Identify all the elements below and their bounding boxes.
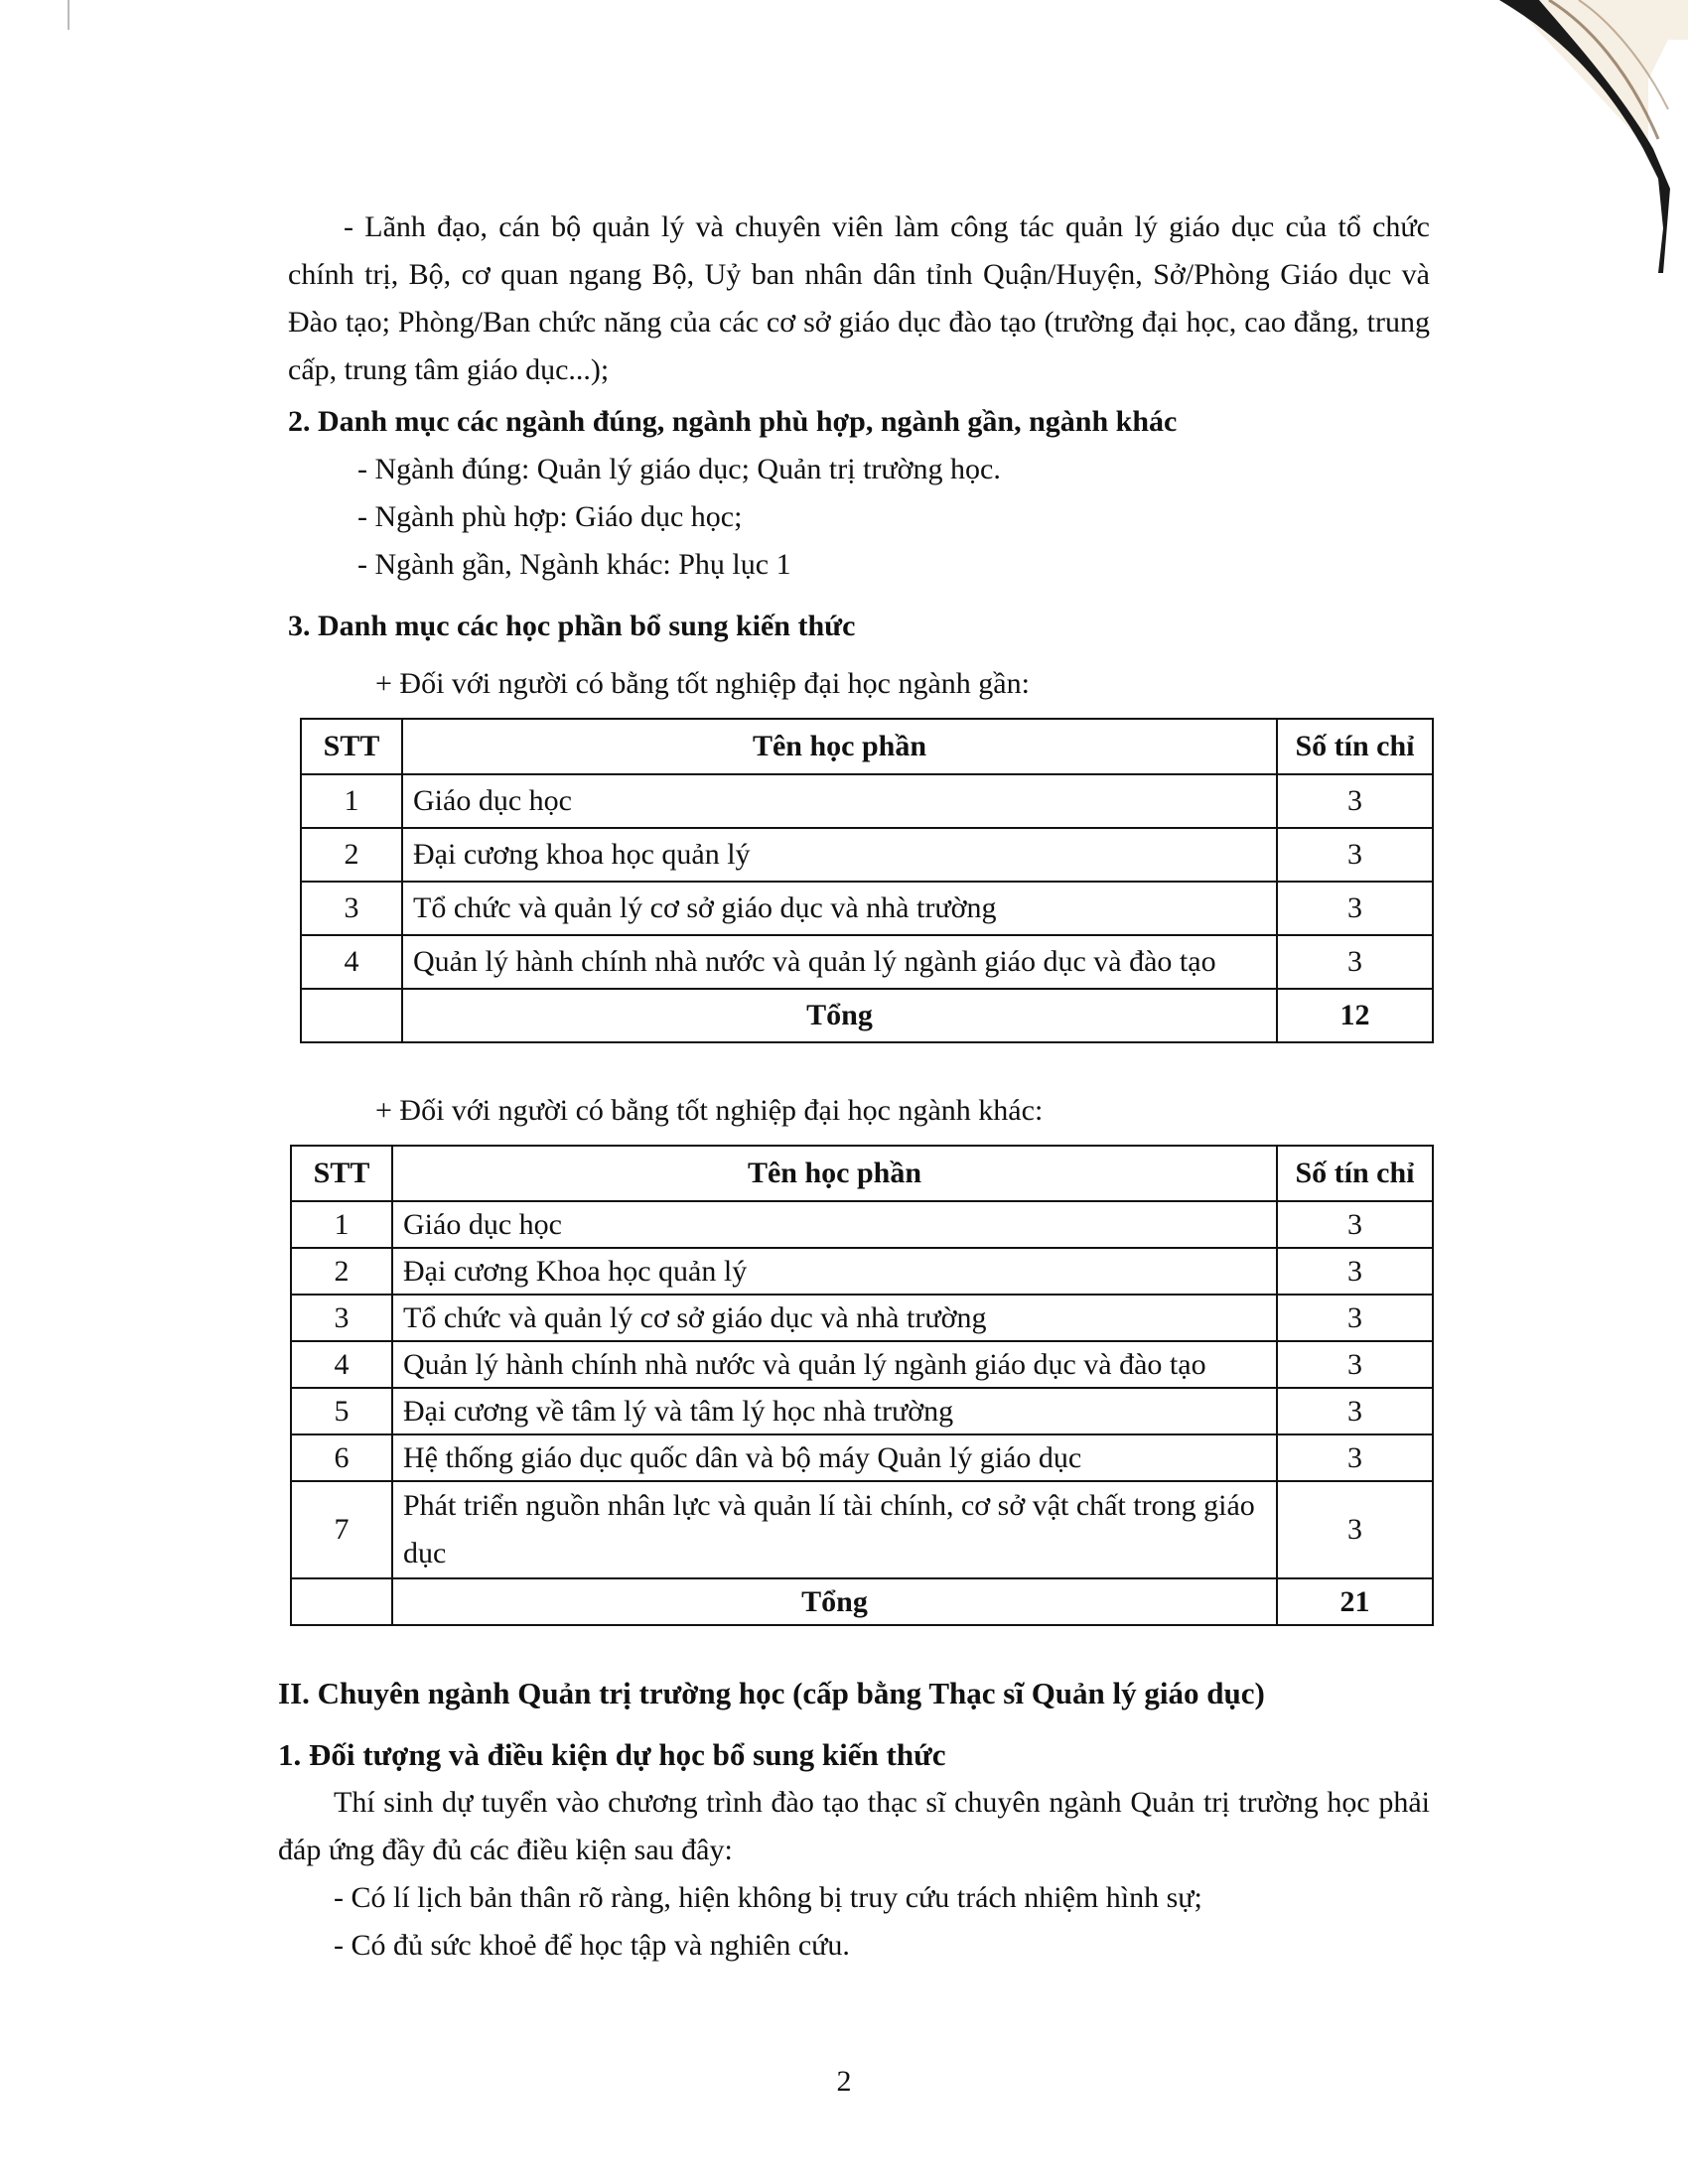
page-number: 2 bbox=[836, 2065, 852, 2098]
table-row bbox=[291, 1295, 1433, 1341]
cell-credits: 3 bbox=[1277, 882, 1433, 935]
table-row bbox=[291, 1248, 1433, 1295]
cell-credits: 3 bbox=[1277, 935, 1433, 989]
total-label: Tổng bbox=[402, 989, 1277, 1042]
course-table-related-major bbox=[300, 718, 1434, 1043]
table-row bbox=[291, 1434, 1433, 1481]
total-credits: 12 bbox=[1277, 989, 1433, 1042]
section-2-heading: 2. Danh mục các ngành đúng, ngành phù hợp, ngành gần, ngành khác bbox=[288, 405, 1178, 438]
cell-course-name: Đại cương về tâm lý và tâm lý học nhà trường bbox=[392, 1388, 1277, 1434]
cell-empty bbox=[291, 1578, 392, 1625]
cell-stt: 3 bbox=[291, 1295, 392, 1341]
cell-empty bbox=[301, 989, 402, 1042]
cell-stt: 1 bbox=[301, 774, 402, 828]
cell-stt: 7 bbox=[291, 1481, 392, 1578]
section-3-heading: 3. Danh mục các học phần bổ sung kiến thức bbox=[288, 610, 856, 642]
page-content bbox=[278, 204, 1430, 1970]
cell-course-name: Giáo dục học bbox=[392, 1201, 1277, 1248]
cell-course-name: Đại cương khoa học quản lý bbox=[402, 828, 1277, 882]
cell-course-name: Tổ chức và quản lý cơ sở giáo dục và nhà trường bbox=[402, 882, 1277, 935]
cell-stt: 3 bbox=[301, 882, 402, 935]
cell-stt: 4 bbox=[301, 935, 402, 989]
table-2-caption: + Đối với người có bằng tốt nghiệp đại học ngành khác: bbox=[375, 1094, 1044, 1127]
table-row bbox=[301, 828, 1433, 882]
table-row bbox=[301, 774, 1433, 828]
part-2-paragraph: Thí sinh dự tuyển vào chương trình đào tạo thạc sĩ chuyên ngành Quản trị trường học phải đáp ứng đầy đủ các điều kiện sau đây: bbox=[278, 1786, 1430, 1866]
part-2-heading: II. Chuyên ngành Quản trị trường học (cấp bằng Thạc sĩ Quản lý giáo dục) bbox=[278, 1676, 1265, 1710]
table-row bbox=[301, 935, 1433, 989]
header-credits: Số tín chỉ bbox=[1277, 1146, 1433, 1201]
cell-credits: 3 bbox=[1277, 774, 1433, 828]
cell-credits: 3 bbox=[1277, 1295, 1433, 1341]
cell-course-name: Tổ chức và quản lý cơ sở giáo dục và nhà trường bbox=[392, 1295, 1277, 1341]
cell-credits: 3 bbox=[1277, 1388, 1433, 1434]
cell-course-name: Phát triển nguồn nhân lực và quản lí tài chính, cơ sở vật chất trong giáo dục bbox=[392, 1481, 1277, 1578]
intro-paragraph: - Lãnh đạo, cán bộ quản lý và chuyên viên làm công tác quản lý giáo dục của tổ chức chính trị, Bộ, cơ quan ngang Bộ, Uỷ ban nhân dân tỉnh Quận/Huyện, Sở/Phòng Giáo dục và Đào tạo; Phòng/Ban chức năng của các cơ sở giáo dục đào tạo (trường đại học, cao đẳng, trung cấp, trung tâm giáo dục...); bbox=[288, 210, 1430, 386]
cell-stt: 5 bbox=[291, 1388, 392, 1434]
table-row bbox=[291, 1388, 1433, 1434]
table-total-row bbox=[291, 1578, 1433, 1625]
table-row bbox=[291, 1201, 1433, 1248]
cell-course-name: Đại cương Khoa học quản lý bbox=[392, 1248, 1277, 1295]
cell-credits: 3 bbox=[1277, 1341, 1433, 1388]
folded-corner-shadow bbox=[1460, 0, 1688, 288]
cell-credits: 3 bbox=[1277, 1248, 1433, 1295]
table-header-row bbox=[291, 1146, 1433, 1201]
total-label: Tổng bbox=[392, 1578, 1277, 1625]
cell-course-name: Giáo dục học bbox=[402, 774, 1277, 828]
table-row bbox=[291, 1341, 1433, 1388]
list-item: - Ngành phù hợp: Giáo dục học; bbox=[357, 500, 743, 533]
cell-credits: 3 bbox=[1277, 1201, 1433, 1248]
course-table-other-major bbox=[290, 1145, 1434, 1626]
header-credits: Số tín chỉ bbox=[1277, 719, 1433, 774]
cell-course-name: Quản lý hành chính nhà nước và quản lý ngành giáo dục và đào tạo bbox=[402, 935, 1277, 989]
table-header-row bbox=[301, 719, 1433, 774]
total-credits: 21 bbox=[1277, 1578, 1433, 1625]
table-total-row bbox=[301, 989, 1433, 1042]
header-course-name: Tên học phần bbox=[402, 719, 1277, 774]
cell-course-name: Quản lý hành chính nhà nước và quản lý ngành giáo dục và đào tạo bbox=[392, 1341, 1277, 1388]
cell-credits: 3 bbox=[1277, 1434, 1433, 1481]
cell-course-name: Hệ thống giáo dục quốc dân và bộ máy Quản lý giáo dục bbox=[392, 1434, 1277, 1481]
cell-stt: 2 bbox=[301, 828, 402, 882]
cell-stt: 2 bbox=[291, 1248, 392, 1295]
table-row bbox=[291, 1481, 1433, 1578]
list-item: - Ngành gần, Ngành khác: Phụ lục 1 bbox=[357, 548, 791, 581]
part-2-sub-1-heading: 1. Đối tượng và điều kiện dự học bổ sung kiến thức bbox=[278, 1737, 946, 1772]
cell-credits: 3 bbox=[1277, 828, 1433, 882]
list-item: - Có đủ sức khoẻ để học tập và nghiên cứu. bbox=[334, 1929, 850, 1962]
list-item: - Có lí lịch bản thân rõ ràng, hiện không bị truy cứu trách nhiệm hình sự; bbox=[334, 1881, 1202, 1914]
header-stt: STT bbox=[301, 719, 402, 774]
cell-credits: 3 bbox=[1277, 1481, 1433, 1578]
cell-stt: 6 bbox=[291, 1434, 392, 1481]
table-row bbox=[301, 882, 1433, 935]
table-1-caption: + Đối với người có bằng tốt nghiệp đại học ngành gần: bbox=[375, 667, 1030, 700]
cell-stt: 4 bbox=[291, 1341, 392, 1388]
header-course-name: Tên học phần bbox=[392, 1146, 1277, 1201]
cell-stt: 1 bbox=[291, 1201, 392, 1248]
scan-edge-mark bbox=[68, 0, 70, 30]
header-stt: STT bbox=[291, 1146, 392, 1201]
list-item: - Ngành đúng: Quản lý giáo dục; Quản trị trường học. bbox=[357, 453, 1001, 485]
